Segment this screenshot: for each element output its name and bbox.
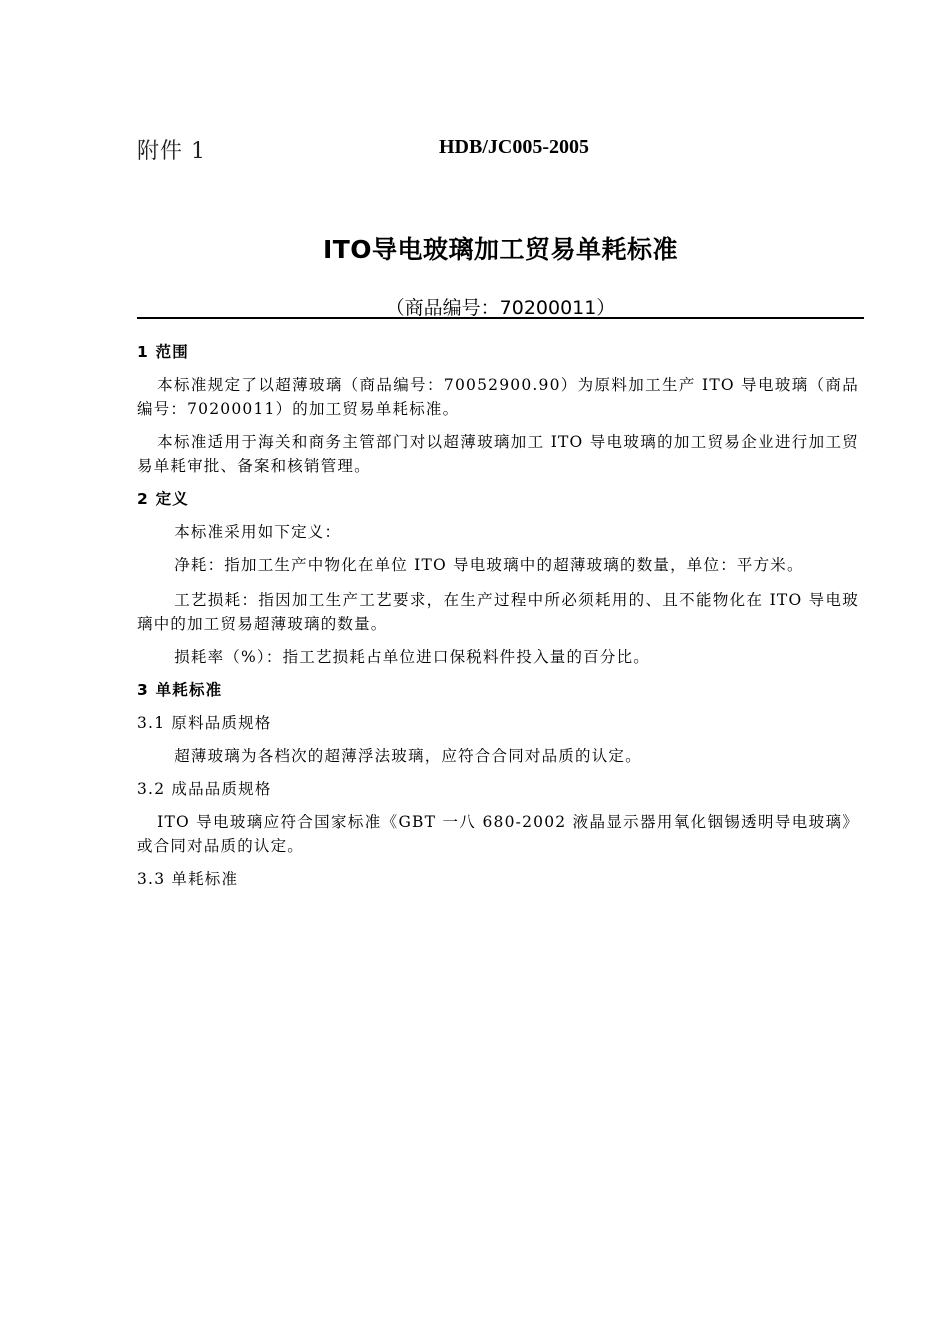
document-body <box>137 340 859 891</box>
raw-material-paragraph: 超薄玻璃为各档次的超薄浮法玻璃，应符合合同对品质的认定。 <box>174 747 642 765</box>
section-heading-scope: 1 范围 <box>137 343 189 361</box>
definitions-intro: 本标准采用如下定义： <box>174 523 342 541</box>
subsection-heading-raw-material: 3.1 原料品质规格 <box>137 714 272 732</box>
scope-paragraph-1: 本标准规定了以超薄玻璃（商品编号：70052900.90）为原料加工生产 ITO 导电玻璃（商品编号：70200011）的加工贸易单耗标准。 <box>137 376 859 418</box>
document-title: ITO导电玻璃加工贸易单耗标准 <box>322 235 679 264</box>
finished-product-paragraph: ITO 导电玻璃应符合国家标准《GBT 一八 680-2002 液晶显示器用氧化铟锡透明导电玻璃》或合同对品质的认定。 <box>137 813 859 855</box>
definition-loss-rate: 损耗率（%）：指工艺损耗占单位进口保税料件投入量的百分比。 <box>174 648 650 666</box>
definition-net-consumption: 净耗：指加工生产中物化在单位 ITO 导电玻璃中的超薄玻璃的数量，单位：平方米。 <box>174 556 804 574</box>
title-divider <box>137 317 864 319</box>
definition-process-loss: 工艺损耗：指因加工生产工艺要求，在生产过程中所必须耗用的、且不能物化在 ITO 导电玻璃中的加工贸易超薄玻璃的数量。 <box>137 591 859 633</box>
section-heading-definitions: 2 定义 <box>137 490 189 508</box>
subsection-heading-consumption-standard: 3.3 单耗标准 <box>137 870 239 888</box>
document-code: HDB/JC005-2005 <box>439 136 589 158</box>
document-subtitle: （商品编号：70200011） <box>385 297 616 319</box>
document-header <box>137 134 864 168</box>
subsection-heading-finished-product: 3.2 成品品质规格 <box>137 780 272 798</box>
section-heading-standard: 3 单耗标准 <box>137 681 223 699</box>
attachment-label: 附件 1 <box>137 139 206 164</box>
scope-paragraph-2: 本标准适用于海关和商务主管部门对以超薄玻璃加工 ITO 导电玻璃的加工贸易企业进行加工贸易单耗审批、备案和核销管理。 <box>137 433 859 475</box>
